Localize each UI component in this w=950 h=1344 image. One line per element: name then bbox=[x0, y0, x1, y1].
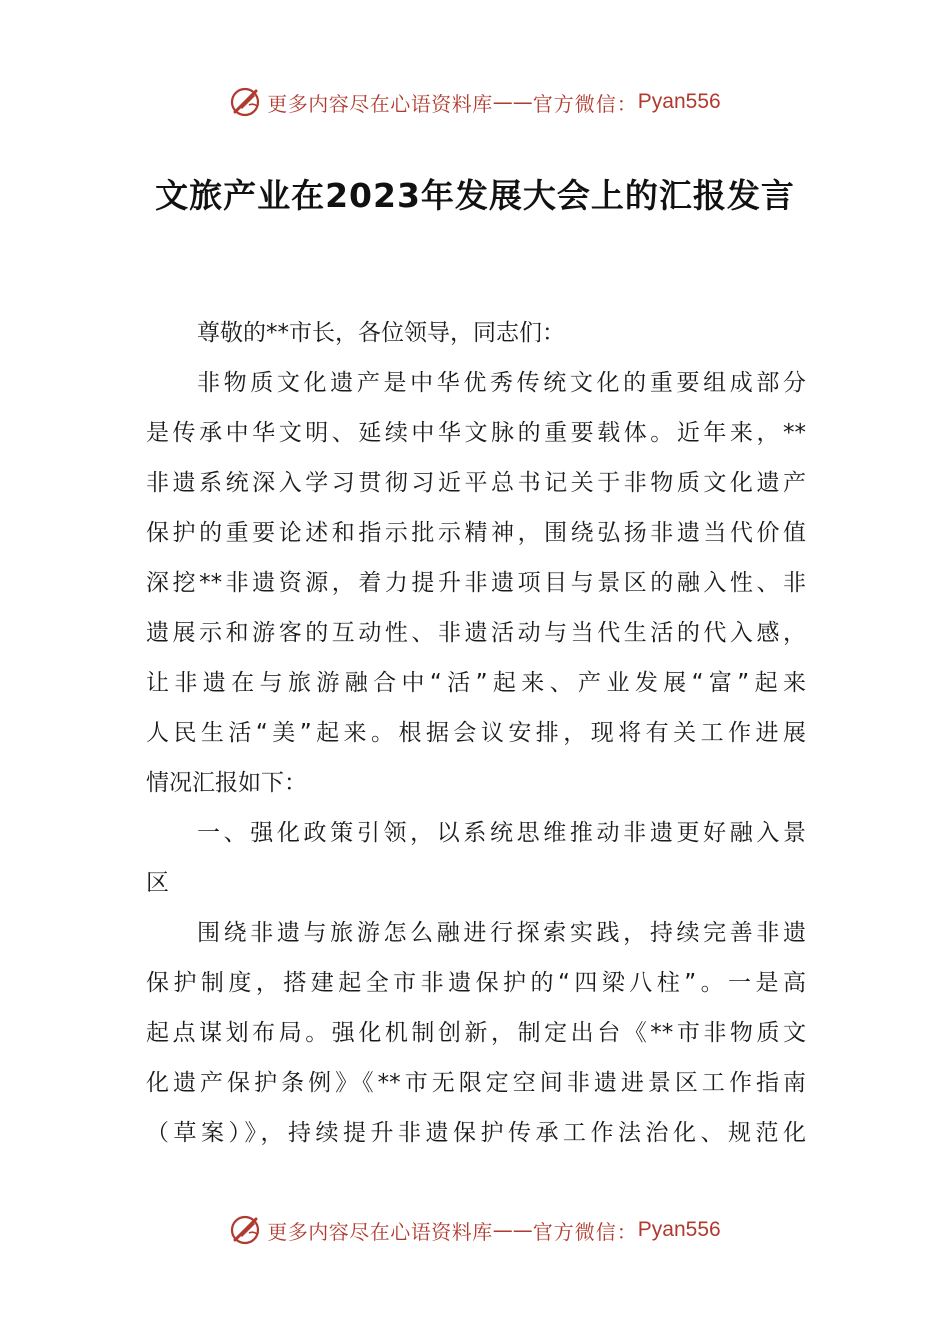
body-line: 起点谋划布局。强化机制创新，制定出台《**市非物质文 bbox=[146, 1020, 806, 1046]
section-heading-line: 一、强化政策引领，以系统思维推动非遗更好融入景 bbox=[197, 820, 806, 846]
body-line: 遗展示和游客的互动性、非遗活动与当代生活的代入感， bbox=[146, 620, 806, 646]
body-line: 深挖**非遗资源，着力提升非遗项目与景区的融入性、非 bbox=[146, 570, 806, 596]
banner-wechat-id: Pyan556 bbox=[637, 1218, 721, 1241]
section-heading-line: 区 bbox=[146, 870, 169, 896]
banner-wechat-label: 官方微信： bbox=[532, 1219, 638, 1244]
header-banner bbox=[0, 82, 950, 122]
footer-banner bbox=[0, 1210, 950, 1250]
body-line: 围绕非遗与旅游怎么融进行探索实践，持续完善非遗 bbox=[197, 920, 806, 946]
body-line: 化遗产保护条例》《**市无限定空间非遗进景区工作指南 bbox=[146, 1070, 806, 1096]
document-title: 文旅产业在2023年发展大会上的汇报发言 bbox=[155, 176, 795, 215]
banner-site-text: 更多内容尽在心语资料库 bbox=[267, 1219, 493, 1244]
salutation-line: 尊敬的**市长，各位领导，同志们： bbox=[197, 320, 565, 346]
body-line: 非物质文化遗产是中华优秀传统文化的重要组成部分 bbox=[197, 370, 806, 396]
body-line: （草案）》，持续提升非遗保护传承工作法治化、规范化 bbox=[146, 1120, 806, 1146]
body-line: 是传承中华文明、延续中华文脉的重要载体。近年来，** bbox=[146, 420, 806, 446]
body-line: 人民生活“美”起来。根据会议安排，现将有关工作进展 bbox=[146, 720, 806, 746]
pen-circle-icon bbox=[229, 85, 263, 119]
banner-wechat-id: Pyan556 bbox=[637, 90, 721, 113]
pen-circle-icon bbox=[229, 1213, 263, 1247]
banner-dash: —— bbox=[492, 90, 533, 114]
body-line: 保护制度，搭建起全市非遗保护的“四梁八柱”。一是高 bbox=[146, 970, 806, 996]
body-line: 让非遗在与旅游融合中“活”起来、产业发展“富”起来 bbox=[146, 670, 806, 696]
body-line: 非遗系统深入学习贯彻习近平总书记关于非物质文化遗产 bbox=[146, 470, 806, 496]
banner-site-text: 更多内容尽在心语资料库 bbox=[267, 91, 493, 116]
body-line: 情况汇报如下： bbox=[146, 770, 307, 796]
body-line: 保护的重要论述和指示批示精神，围绕弘扬非遗当代价值 bbox=[146, 520, 806, 546]
banner-dash: —— bbox=[492, 1218, 533, 1242]
banner-wechat-label: 官方微信： bbox=[532, 91, 638, 116]
